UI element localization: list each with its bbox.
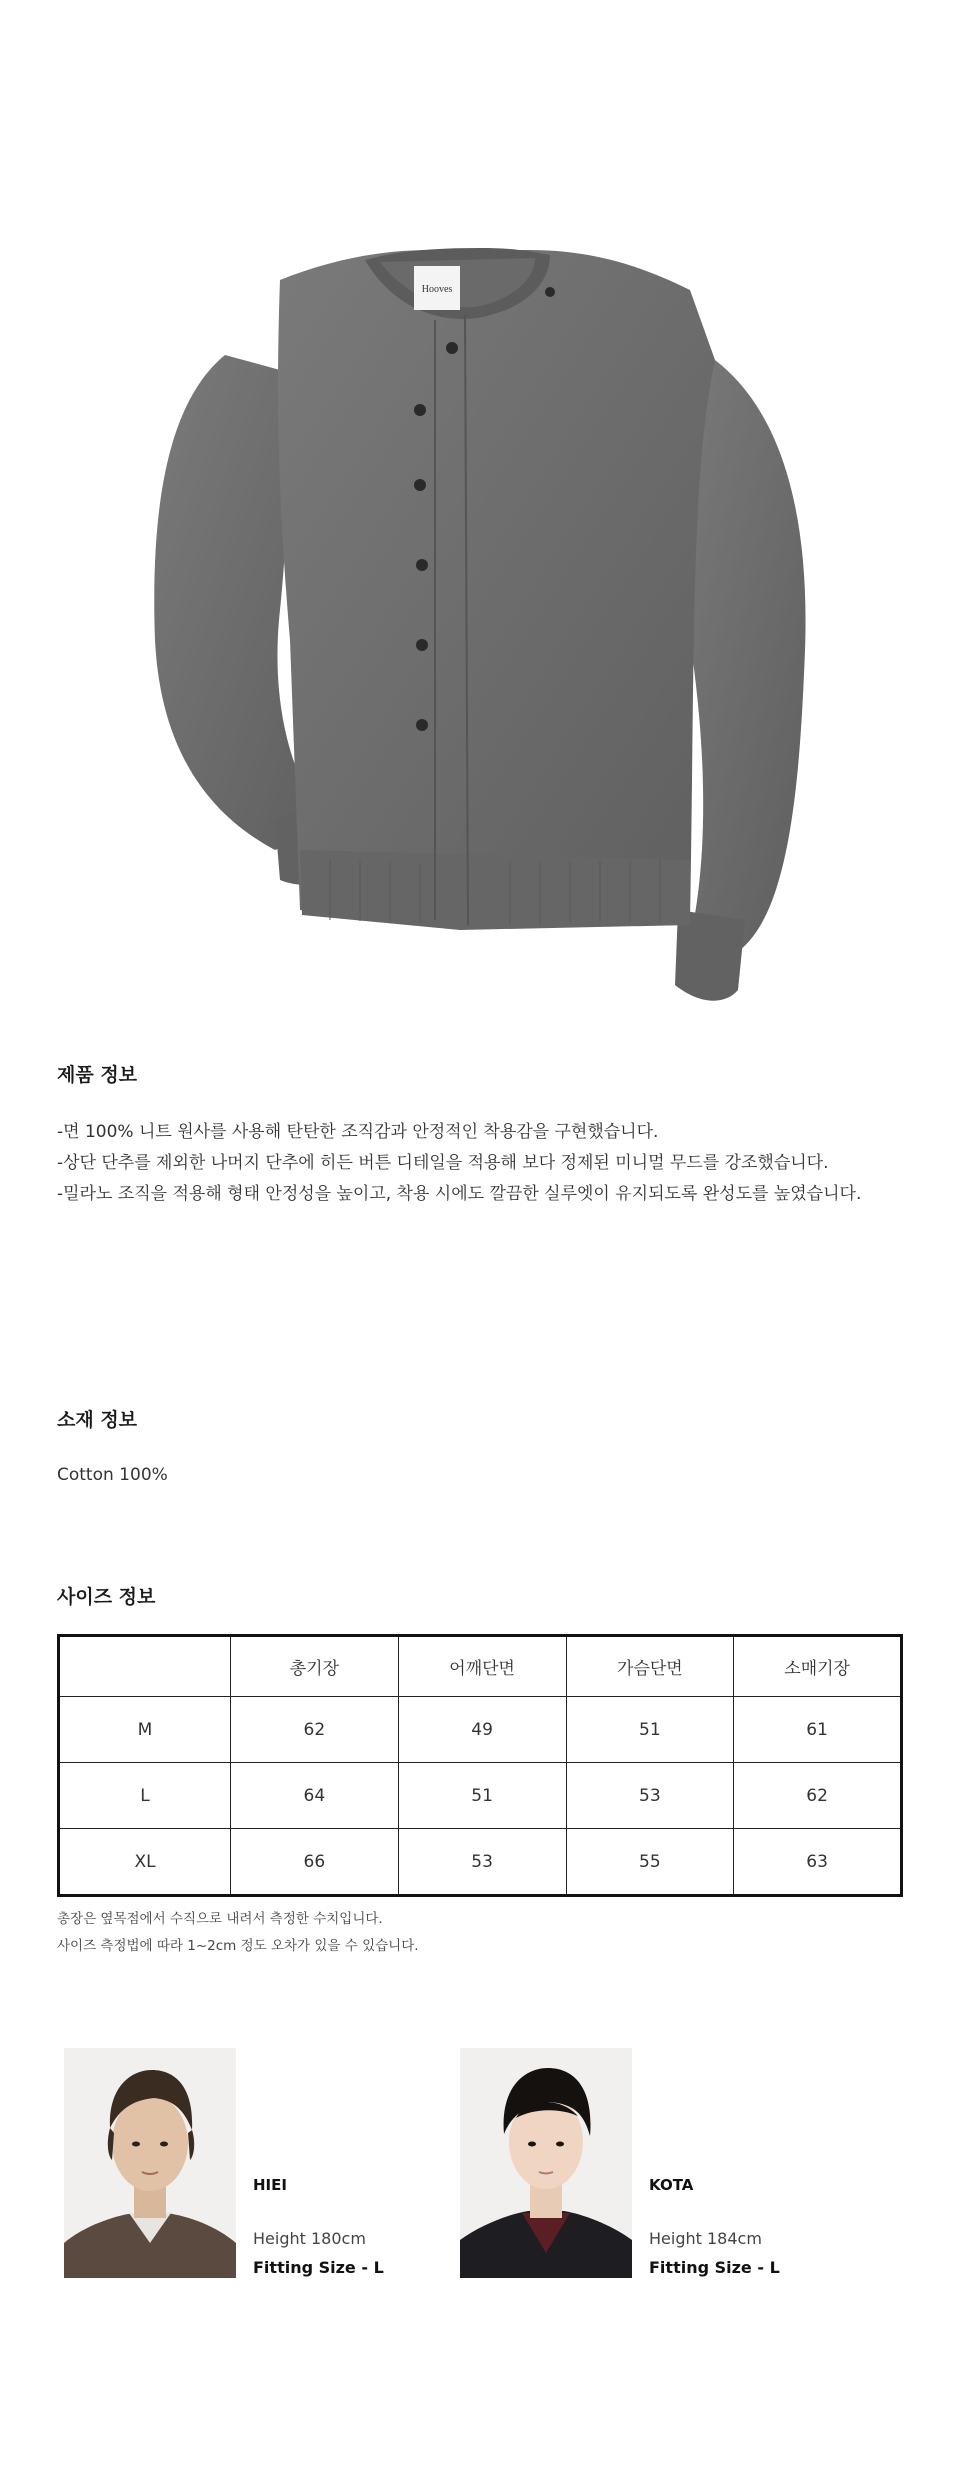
size-info-title: 사이즈 정보 (57, 1586, 156, 1608)
model-photo-hiei (64, 2048, 236, 2278)
size-value-cell: 53 (398, 1829, 566, 1896)
size-value-cell: 55 (566, 1829, 734, 1896)
size-value-cell: 62 (734, 1763, 902, 1829)
model-name: KOTA (649, 2176, 694, 2194)
size-table-header-row (59, 1636, 902, 1697)
product-info-line: -상단 단추를 제외한 나머지 단추에 히든 버튼 디테일을 적용해 보다 정제된 미니멀 무드를 강조했습니다. (57, 1153, 829, 1173)
table-row (59, 1829, 902, 1896)
size-table-header-cell (59, 1636, 231, 1697)
size-table-header-cell: 총기장 (231, 1636, 399, 1697)
table-row (59, 1763, 902, 1829)
product-info-section (57, 1060, 917, 1210)
size-value-cell: 51 (398, 1763, 566, 1829)
size-value-cell: 66 (231, 1829, 399, 1896)
product-image (130, 220, 830, 1010)
product-info-line: -밀라노 조직을 적용해 형태 안정성을 높이고, 착용 시에도 깔끔한 실루엣이 유지되도록 완성도를 높였습니다. (57, 1184, 862, 1204)
size-value-cell: 53 (566, 1763, 734, 1829)
brand-label: Hooves (421, 284, 453, 295)
material-info-section (57, 1405, 917, 1491)
size-value-cell: 51 (566, 1697, 734, 1763)
model-fitting-size: Fitting Size - L (253, 2258, 384, 2277)
model-name: HIEI (253, 2176, 287, 2194)
size-label-cell: L (59, 1763, 231, 1829)
size-notes (57, 1906, 419, 1960)
size-value-cell: 64 (231, 1763, 399, 1829)
model-photo-kota (460, 2048, 632, 2278)
size-table (57, 1634, 903, 1897)
product-info-title: 제품 정보 (57, 1064, 138, 1086)
size-table-header-cell: 어깨단면 (398, 1636, 566, 1697)
size-value-cell: 62 (231, 1697, 399, 1763)
product-info-line: -면 100% 니트 원사를 사용해 탄탄한 조직감과 안정적인 착용감을 구현했습니다. (57, 1122, 659, 1142)
size-label-cell: M (59, 1697, 231, 1763)
material-value: Cotton 100% (57, 1465, 168, 1485)
model-fitting-size: Fitting Size - L (649, 2258, 780, 2277)
size-table-header-cell: 가슴단면 (566, 1636, 734, 1697)
model-height: Height 184cm (649, 2229, 762, 2248)
size-table-header-cell: 소매기장 (734, 1636, 902, 1697)
size-value-cell: 61 (734, 1697, 902, 1763)
size-label-cell: XL (59, 1829, 231, 1896)
material-info-title: 소재 정보 (57, 1409, 138, 1431)
size-note: 사이즈 측정법에 따라 1~2cm 정도 오차가 있을 수 있습니다. (57, 1938, 419, 1954)
model-height: Height 180cm (253, 2229, 366, 2248)
size-note: 총장은 옆목점에서 수직으로 내려서 측정한 수치입니다. (57, 1911, 383, 1927)
size-value-cell: 49 (398, 1697, 566, 1763)
size-value-cell: 63 (734, 1829, 902, 1896)
size-info-section (57, 1582, 917, 1609)
table-row (59, 1697, 902, 1763)
